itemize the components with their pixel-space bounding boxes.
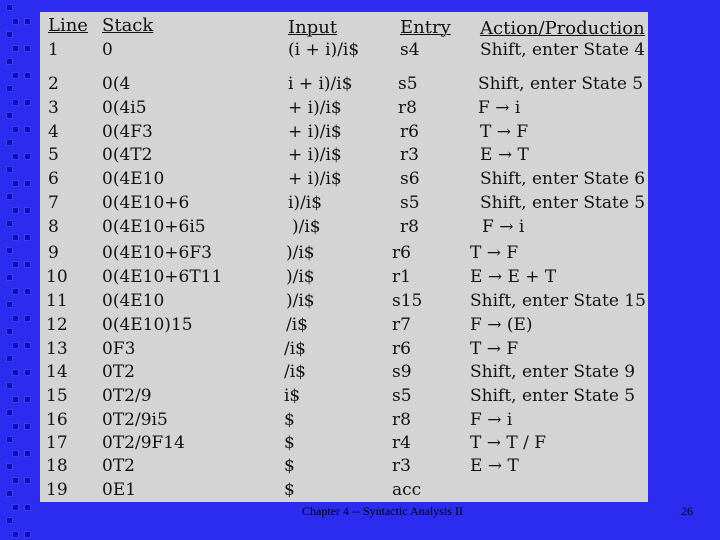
row-4-input: + i)/i$: [288, 122, 342, 142]
row-6-action: Shift, enter State 6: [480, 169, 646, 189]
decorative-square: [24, 180, 31, 187]
decorative-square: [24, 315, 31, 322]
decorative-square: [12, 369, 19, 376]
row-12-input: /i$: [286, 315, 308, 335]
row-5-action: E → T: [480, 145, 529, 165]
row-17-entry: r4: [392, 433, 411, 453]
decorative-square: [12, 531, 19, 538]
decorative-square: [12, 18, 19, 25]
row-17-stack: 0T2/9F14: [102, 433, 185, 453]
decorative-square: [12, 315, 19, 322]
decorative-square: [6, 4, 13, 11]
decorative-square: [12, 261, 19, 268]
row-13-line: 13: [46, 339, 68, 359]
decorative-square-strip: [0, 0, 34, 540]
row-13-input: /i$: [284, 339, 306, 359]
row-9-action: T → F: [470, 243, 519, 263]
row-11-line: 11: [46, 291, 68, 311]
row-7-stack: 0(4E10+6: [102, 193, 190, 213]
decorative-square: [12, 99, 19, 106]
row-15-line: 15: [46, 386, 68, 406]
row-7-action: Shift, enter State 5: [480, 193, 646, 213]
row-12-line: 12: [46, 315, 68, 335]
row-11-action: Shift, enter State 15: [470, 291, 646, 311]
header-line: Line: [48, 15, 88, 36]
row-16-action: F → i: [470, 410, 513, 430]
row-12-action: F → (E): [470, 315, 533, 335]
row-15-input: i$: [284, 386, 301, 406]
row-18-stack: 0T2: [102, 456, 135, 476]
row-8-line: 8: [48, 217, 59, 237]
decorative-square: [6, 463, 13, 470]
row-13-stack: 0F3: [102, 339, 136, 359]
decorative-square: [6, 517, 13, 524]
decorative-square: [12, 234, 19, 241]
row-10-line: 10: [46, 267, 68, 287]
decorative-square: [6, 112, 13, 119]
row-14-stack: 0T2: [102, 362, 135, 382]
decorative-square: [12, 288, 19, 295]
row-18-input: $: [284, 456, 295, 476]
decorative-square: [6, 31, 13, 38]
header-action: Action/Production: [480, 18, 645, 39]
row-1-line: 1: [48, 40, 59, 60]
decorative-square: [12, 477, 19, 484]
decorative-square: [12, 342, 19, 349]
row-11-stack: 0(4E10: [102, 291, 165, 311]
row-11-entry: s15: [392, 291, 423, 311]
row-13-entry: r6: [392, 339, 411, 359]
row-9-stack: 0(4E10+6F3: [102, 243, 212, 263]
decorative-square: [24, 396, 31, 403]
decorative-square: [6, 274, 13, 281]
row-3-line: 3: [48, 98, 59, 118]
row-7-entry: s5: [400, 193, 420, 213]
row-6-input: + i)/i$: [288, 169, 342, 189]
row-9-entry: r6: [392, 243, 411, 263]
row-14-line: 14: [46, 362, 68, 382]
decorative-square: [12, 72, 19, 79]
decorative-square: [12, 450, 19, 457]
decorative-square: [24, 450, 31, 457]
row-1-entry: s4: [400, 40, 420, 60]
row-16-stack: 0T2/9i5: [102, 410, 168, 430]
decorative-square: [24, 531, 31, 538]
decorative-square: [6, 58, 13, 65]
row-2-stack: 0(4: [102, 74, 131, 94]
decorative-square: [24, 126, 31, 133]
row-14-action: Shift, enter State 9: [470, 362, 636, 382]
decorative-square: [24, 288, 31, 295]
row-1-action: Shift, enter State 4: [480, 40, 646, 60]
row-8-entry: r8: [400, 217, 419, 237]
row-6-entry: s6: [400, 169, 420, 189]
row-14-input: /i$: [284, 362, 306, 382]
decorative-square: [24, 342, 31, 349]
decorative-square: [12, 207, 19, 214]
decorative-square: [24, 18, 31, 25]
decorative-square: [6, 247, 13, 254]
row-2-action: Shift, enter State 5: [478, 74, 644, 94]
row-14-entry: s9: [392, 362, 412, 382]
decorative-square: [6, 193, 13, 200]
row-19-entry: acc: [392, 480, 422, 500]
row-5-stack: 0(4T2: [102, 145, 153, 165]
row-10-input: )/i$: [286, 267, 315, 287]
decorative-square: [6, 409, 13, 416]
row-8-action: F → i: [482, 217, 525, 237]
row-3-stack: 0(4i5: [102, 98, 147, 118]
row-1-input: (i + i)/i$: [288, 40, 360, 60]
row-9-line: 9: [48, 243, 59, 263]
row-5-input: + i)/i$: [288, 145, 342, 165]
row-10-action: E → E + T: [470, 267, 557, 287]
page-number: 26: [681, 504, 693, 518]
row-5-entry: r3: [400, 145, 419, 165]
decorative-square: [6, 301, 13, 308]
row-10-stack: 0(4E10+6T11: [102, 267, 223, 287]
decorative-square: [24, 477, 31, 484]
row-3-entry: r8: [398, 98, 417, 118]
row-17-action: T → T / F: [470, 433, 547, 453]
row-13-action: T → F: [470, 339, 519, 359]
row-16-line: 16: [46, 410, 68, 430]
footer-chapter: Chapter 4 -- Syntactic Analysis II: [302, 504, 463, 518]
decorative-square: [24, 423, 31, 430]
row-18-entry: r3: [392, 456, 411, 476]
row-4-action: T → F: [480, 122, 529, 142]
row-12-entry: r7: [392, 315, 411, 335]
decorative-square: [24, 153, 31, 160]
row-2-entry: s5: [398, 74, 418, 94]
row-2-input: i + i)/i$: [288, 74, 353, 94]
row-18-action: E → T: [470, 456, 519, 476]
row-8-input: )/i$: [292, 217, 321, 237]
row-6-line: 6: [48, 169, 59, 189]
row-19-stack: 0E1: [102, 480, 137, 500]
row-17-input: $: [284, 433, 295, 453]
row-4-entry: r6: [400, 122, 419, 142]
decorative-square: [24, 45, 31, 52]
decorative-square: [12, 153, 19, 160]
parse-trace-table: [40, 12, 648, 502]
header-stack: Stack: [102, 15, 154, 36]
decorative-square: [12, 45, 19, 52]
decorative-square: [12, 423, 19, 430]
decorative-square: [6, 382, 13, 389]
decorative-square: [24, 504, 31, 511]
row-19-line: 19: [46, 480, 68, 500]
decorative-square: [24, 261, 31, 268]
decorative-square: [6, 436, 13, 443]
row-15-entry: s5: [392, 386, 412, 406]
header-entry: Entry: [400, 17, 451, 38]
row-3-input: + i)/i$: [288, 98, 342, 118]
decorative-square: [6, 355, 13, 362]
row-15-stack: 0T2/9: [102, 386, 152, 406]
row-4-line: 4: [48, 122, 59, 142]
header-input: Input: [288, 17, 338, 38]
row-9-input: )/i$: [286, 243, 315, 263]
row-16-input: $: [284, 410, 295, 430]
row-3-action: F → i: [478, 98, 521, 118]
decorative-square: [6, 328, 13, 335]
row-19-input: $: [284, 480, 295, 500]
row-1-stack: 0: [102, 40, 113, 60]
decorative-square: [12, 396, 19, 403]
row-6-stack: 0(4E10: [102, 169, 165, 189]
row-7-input: i)/i$: [288, 193, 323, 213]
decorative-square: [6, 85, 13, 92]
row-17-line: 17: [46, 433, 68, 453]
row-12-stack: 0(4E10)15: [102, 315, 193, 335]
row-15-action: Shift, enter State 5: [470, 386, 636, 406]
row-2-line: 2: [48, 74, 59, 94]
decorative-square: [24, 72, 31, 79]
decorative-square: [12, 504, 19, 511]
row-11-input: )/i$: [286, 291, 315, 311]
row-4-stack: 0(4F3: [102, 122, 153, 142]
decorative-square: [24, 369, 31, 376]
decorative-square: [6, 166, 13, 173]
decorative-square: [6, 220, 13, 227]
decorative-square: [24, 207, 31, 214]
decorative-square: [24, 234, 31, 241]
row-16-entry: r8: [392, 410, 411, 430]
row-18-line: 18: [46, 456, 68, 476]
decorative-square: [6, 490, 13, 497]
decorative-square: [24, 99, 31, 106]
row-10-entry: r1: [392, 267, 411, 287]
row-8-stack: 0(4E10+6i5: [102, 217, 206, 237]
decorative-square: [12, 126, 19, 133]
decorative-square: [12, 180, 19, 187]
row-7-line: 7: [48, 193, 59, 213]
decorative-square: [6, 139, 13, 146]
row-5-line: 5: [48, 145, 59, 165]
